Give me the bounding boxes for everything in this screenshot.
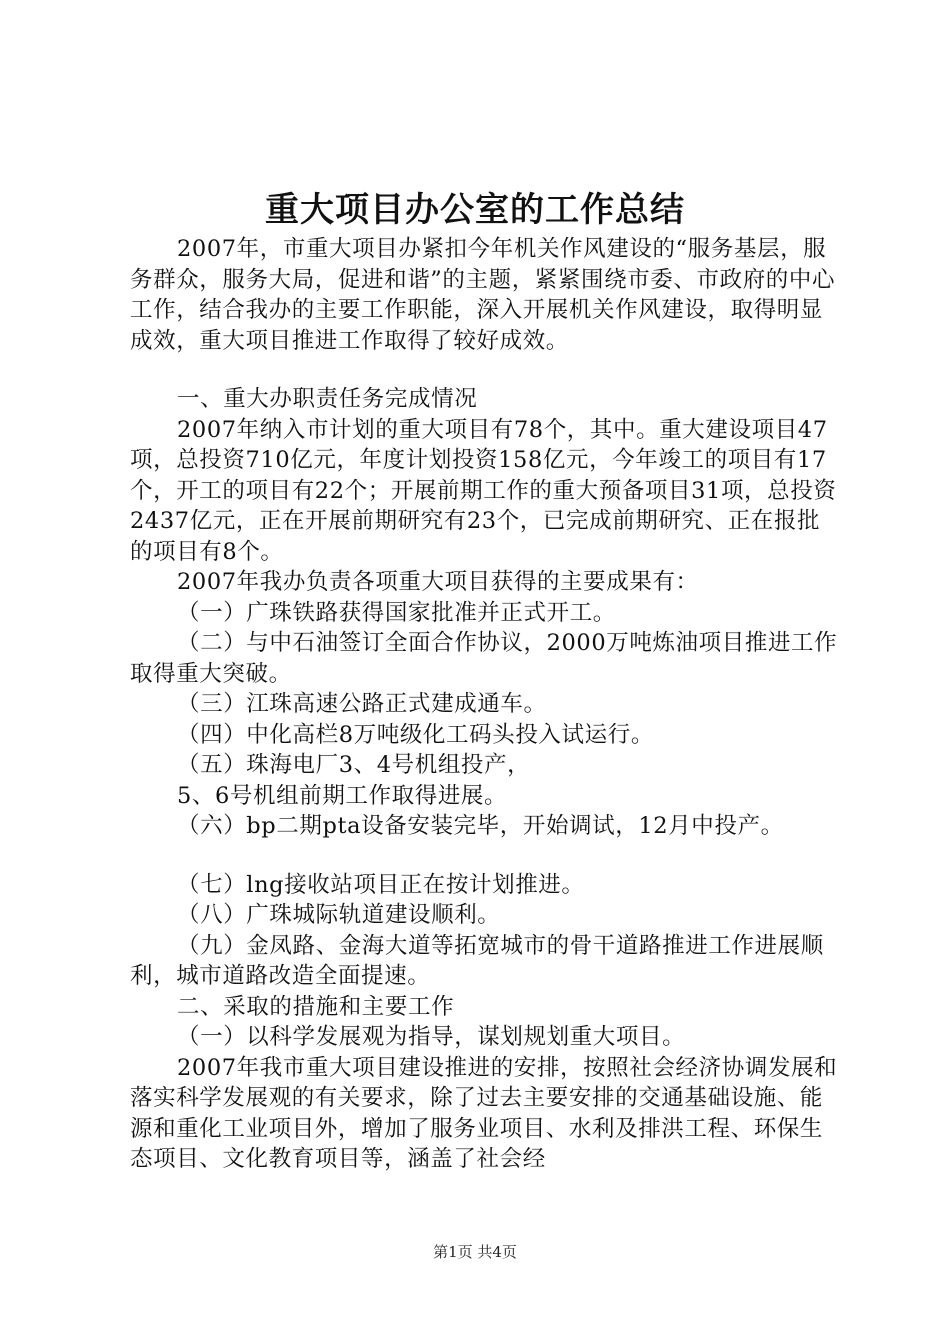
paragraph-gap [130,356,840,384]
paragraph-gap [130,842,840,870]
document-body [130,234,840,1175]
list-item: （六）bp二期pta设备安装完毕，开始调试，12月中投产。 [177,813,784,839]
section-heading-1: 一、重大办职责任务完成情况 [177,386,478,412]
list-item: （二）与中石油签订全面合作协议，2000万吨炼油项目推进工作取得重大突破。 [130,630,838,687]
paragraph: 2007年我市重大项目建设推进的安排，按照社会经济协调发展和落实科学发展观的有关要求，除了过去主要安排的交通基础设施、能源和重化工业项目外，增加了服务业项目、水利及排洪工程、环保生态项目、文化教育项目等，涵盖了社会经 [130,1054,838,1172]
list-item: 5、6号机组前期工作取得进展。 [177,782,508,809]
list-item: （七）lng接收站项目正在按计划推进。 [177,871,585,898]
list-item: （五）珠海电厂3、4号机组投产， [177,752,531,778]
list-item: （一）以科学发展观为指导，谋划规划重大项目。 [177,1024,686,1050]
list-item: （四）中化高栏8万吨级化工码头投入试运行。 [177,721,654,748]
section-heading-2: 二、采取的措施和主要工作 [177,993,455,1020]
list-item: （九）金凤路、金海大道等拓宽城市的骨干道路推进工作进展顺利，城市道路改造全面提速。 [130,932,824,989]
page-footer: 第1页 共4页 [433,1243,517,1261]
intro-paragraph: 2007年，市重大项目办紧扣今年机关作风建设的“服务基层，服务群众，服务大局，促进和谐”的主题，紧紧围绕市委、市政府的中心工作，结合我办的主要工作职能，深入开展机关作风建设，取得明显成效，重大项目推进工作取得了较好成效。 [130,236,836,354]
document-title: 重大项目办公室的工作总结 [265,190,685,230]
paragraph: 2007年纳入市计划的重大项目有78个，其中。重大建设项目47项，总投资710亿元，年度计划投资158亿元，今年竣工的项目有17个，开工的项目有22个；开展前期工作的重大预备项目31项，总投资2437亿元，正在开展前期研究有23个，已完成前期研究、正在报批的项目有8个。 [130,416,837,565]
list-item: （三）江珠高速公路正式建成通车。 [177,691,547,717]
list-item: （一）广珠铁路获得国家批准并正式开工。 [177,599,616,626]
list-item: （八）广珠城际轨道建设顺利。 [177,902,501,928]
paragraph: 2007年我办负责各项重大项目获得的主要成果有： [177,569,699,595]
